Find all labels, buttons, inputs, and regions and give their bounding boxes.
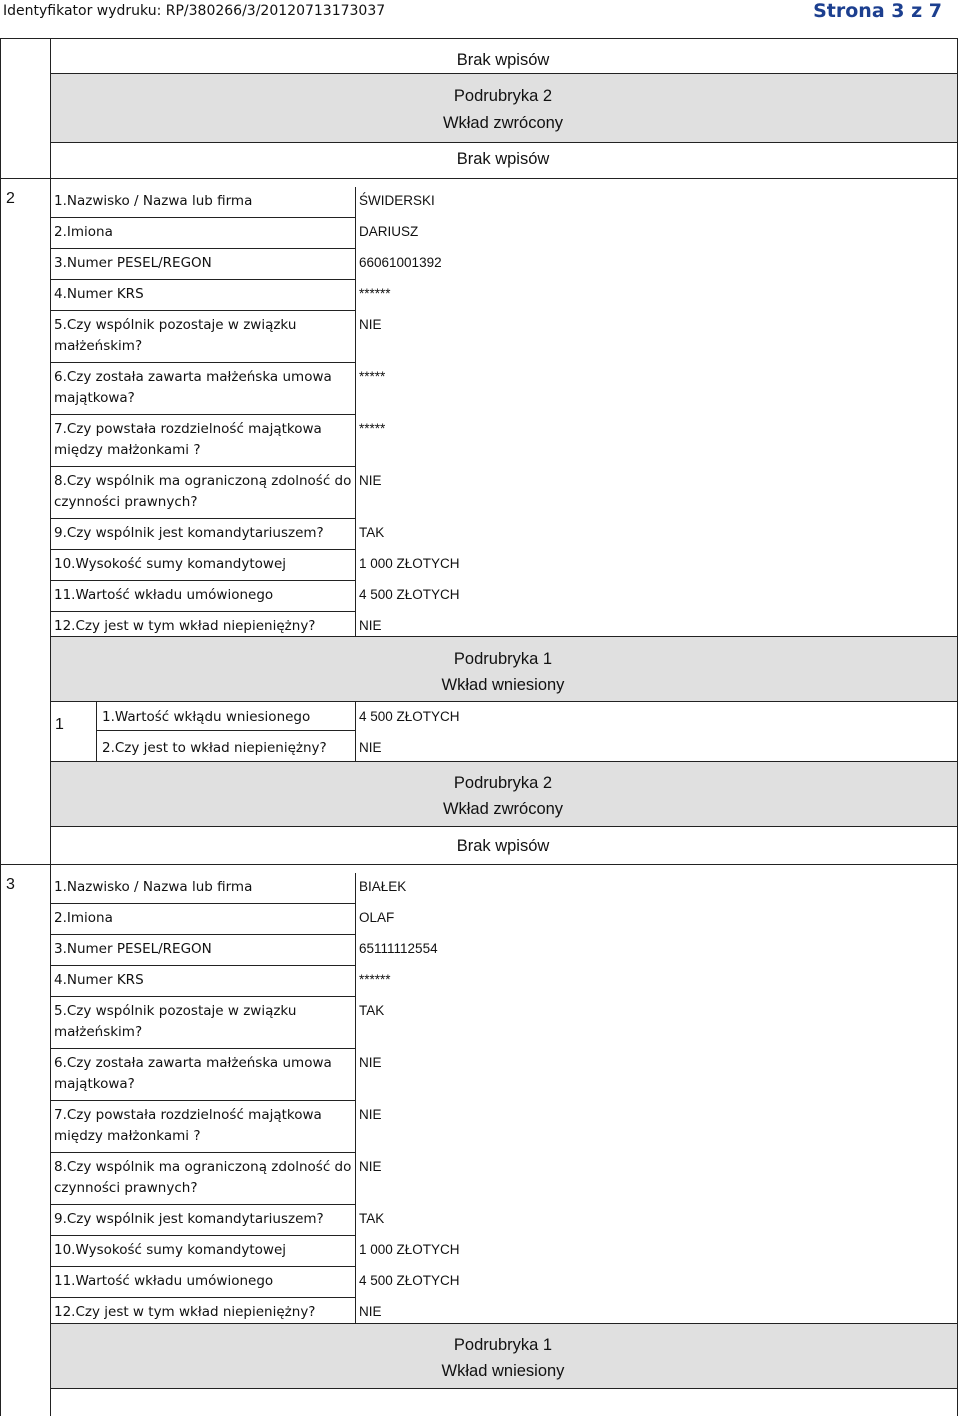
field-label: 2.Imiona — [54, 910, 113, 926]
sub-entry-border — [96, 701, 97, 761]
sub-entry-label: 1.Wartość wkłądu wniesionego — [102, 709, 311, 725]
field-label: 11.Wartość wkładu umówionego — [54, 1273, 274, 1289]
brak-wpisow-2: Brak wpisów — [456, 150, 550, 168]
field-label: 10.Wysokość sumy komandytowej — [54, 556, 287, 572]
sub-entry-label: 2.Czy jest to wkład niepieniężny? — [102, 740, 327, 756]
field-value: 4 500 ZŁOTYCH — [359, 1273, 460, 1288]
brak-wpisow-1: Brak wpisów — [456, 51, 550, 69]
field-label-continued: czynności prawnych? — [54, 1180, 198, 1196]
divider — [51, 142, 958, 143]
row-divider — [51, 549, 356, 550]
wklad-zwrocony-title: Wkład zwrócony — [442, 114, 564, 132]
field-label: 9.Czy wspólnik jest komandytariuszem? — [54, 525, 324, 541]
field-value: 66061001392 — [359, 255, 442, 270]
partner2-sub2-subtitle: Wkład zwrócony — [442, 800, 564, 818]
row-divider — [51, 1266, 356, 1267]
row-divider — [51, 310, 356, 311]
field-value: ***** — [359, 369, 386, 384]
field-label: 5.Czy wspólnik pozostaje w związku — [54, 1003, 297, 1019]
sub-entry-label-border — [355, 701, 356, 761]
row-divider — [51, 279, 356, 280]
field-value: 65111112554 — [359, 941, 438, 956]
sub-entry-value: 4 500 ZŁOTYCH — [359, 709, 460, 724]
field-label-continued: między małżonkami ? — [54, 442, 201, 458]
field-label-continued: małżeńskim? — [54, 338, 143, 354]
field-value: ŚWIDERSKI — [359, 193, 435, 208]
field-value: NIE — [359, 1159, 382, 1174]
field-value: ***** — [359, 421, 386, 436]
field-label: 8.Czy wspólnik ma ograniczoną zdolność do — [54, 473, 352, 489]
field-label: 1.Nazwisko / Nazwa lub firma — [54, 193, 253, 209]
field-label: 6.Czy została zawarta małżeńska umowa — [54, 369, 332, 385]
table-right-border — [957, 38, 958, 1416]
row-divider — [51, 1297, 356, 1298]
field-label: 7.Czy powstała rozdzielność majątkowa — [54, 1107, 322, 1123]
row-divider — [51, 1152, 356, 1153]
row-divider — [51, 217, 356, 218]
partner3-number: 3 — [6, 876, 15, 893]
field-value: 1 000 ZŁOTYCH — [359, 556, 460, 571]
sub-entry-number: 1 — [55, 716, 64, 733]
field-label: 10.Wysokość sumy komandytowej — [54, 1242, 287, 1258]
divider — [51, 1323, 958, 1324]
divider — [51, 826, 958, 827]
field-value: ****** — [359, 972, 391, 987]
partner2-label-border — [355, 187, 356, 636]
field-value: TAK — [359, 1211, 385, 1226]
divider — [51, 701, 958, 702]
field-label: 1.Nazwisko / Nazwa lub firma — [54, 879, 253, 895]
field-value: NIE — [359, 1304, 382, 1319]
field-value: 1 000 ZŁOTYCH — [359, 1242, 460, 1257]
partner2-sub2-title: Podrubryka 2 — [453, 774, 553, 792]
inner-left-border — [50, 38, 51, 1416]
partner3-label-border — [355, 873, 356, 1323]
field-label: 5.Czy wspólnik pozostaje w związku — [54, 317, 297, 333]
row-divider — [51, 248, 356, 249]
field-label-continued: czynności prawnych? — [54, 494, 198, 510]
field-value: TAK — [359, 1003, 385, 1018]
field-value: NIE — [359, 317, 382, 332]
sub-entry-value: NIE — [359, 740, 382, 755]
partner3-sub1-subtitle: Wkład wniesiony — [441, 1362, 565, 1380]
row-divider — [51, 1235, 356, 1236]
row-divider — [51, 362, 356, 363]
field-value: NIE — [359, 1055, 382, 1070]
partner2-sub2-empty: Brak wpisów — [456, 837, 550, 855]
field-label-continued: majątkowa? — [54, 390, 135, 406]
partner3-sub1-title: Podrubryka 1 — [453, 1336, 553, 1354]
field-value: DARIUSZ — [359, 224, 419, 239]
partner2-number: 2 — [6, 190, 15, 207]
divider — [97, 730, 356, 731]
row-divider — [51, 580, 356, 581]
field-label: 12.Czy jest w tym wkład niepieniężny? — [54, 618, 316, 634]
divider — [51, 73, 958, 74]
field-value: BIAŁEK — [359, 879, 407, 894]
field-label: 3.Numer PESEL/REGON — [54, 941, 212, 957]
field-value: NIE — [359, 1107, 382, 1122]
page-number: Strona 3 z 7 — [813, 0, 942, 22]
row-divider — [51, 611, 356, 612]
field-value: NIE — [359, 618, 382, 633]
partner2-sub1-subtitle: Wkład wniesiony — [441, 676, 565, 694]
field-label: 4.Numer KRS — [54, 972, 144, 988]
divider — [0, 178, 958, 179]
table-top-border — [0, 38, 958, 39]
field-label-continued: majątkowa? — [54, 1076, 135, 1092]
field-value: OLAF — [359, 910, 395, 925]
field-label: 6.Czy została zawarta małżeńska umowa — [54, 1055, 332, 1071]
podrubryka-2-title: Podrubryka 2 — [453, 87, 553, 105]
row-divider — [51, 518, 356, 519]
field-label: 4.Numer KRS — [54, 286, 144, 302]
row-divider — [51, 996, 356, 997]
field-label-continued: między małżonkami ? — [54, 1128, 201, 1144]
divider — [51, 1388, 958, 1389]
field-value: 4 500 ZŁOTYCH — [359, 587, 460, 602]
field-label: 12.Czy jest w tym wkład niepieniężny? — [54, 1304, 316, 1320]
row-divider — [51, 466, 356, 467]
print-identifier: Identyfikator wydruku: RP/380266/3/20120713173037 — [3, 3, 386, 19]
field-value: TAK — [359, 525, 385, 540]
divider — [0, 864, 958, 865]
row-divider — [51, 1100, 356, 1101]
row-divider — [51, 1204, 356, 1205]
field-label-continued: małżeńskim? — [54, 1024, 143, 1040]
field-value: ****** — [359, 286, 391, 301]
row-divider — [51, 414, 356, 415]
partner2-sub1-title: Podrubryka 1 — [453, 650, 553, 668]
row-divider — [51, 903, 356, 904]
field-value: NIE — [359, 473, 382, 488]
field-label: 3.Numer PESEL/REGON — [54, 255, 212, 271]
field-label: 7.Czy powstała rozdzielność majątkowa — [54, 421, 322, 437]
row-divider — [51, 965, 356, 966]
row-divider — [51, 934, 356, 935]
field-label: 2.Imiona — [54, 224, 113, 240]
field-label: 9.Czy wspólnik jest komandytariuszem? — [54, 1211, 324, 1227]
row-divider — [51, 1048, 356, 1049]
divider — [51, 761, 958, 762]
field-label: 8.Czy wspólnik ma ograniczoną zdolność do — [54, 1159, 352, 1175]
field-label: 11.Wartość wkładu umówionego — [54, 587, 274, 603]
table-left-border — [0, 38, 1, 1416]
